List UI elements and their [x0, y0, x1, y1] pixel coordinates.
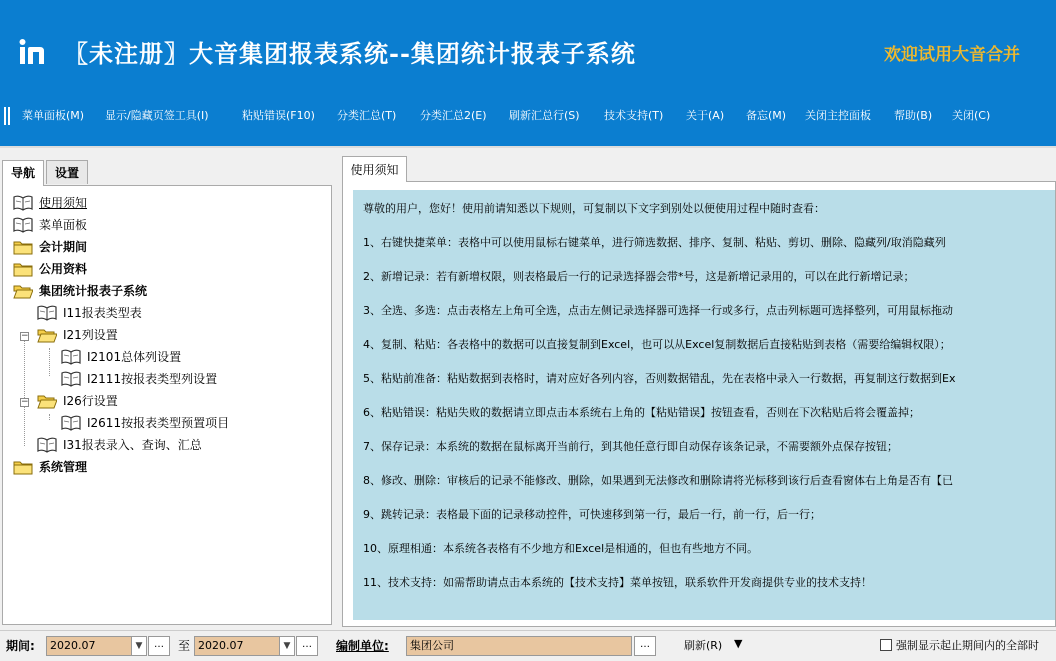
- folder-open-icon: [37, 393, 57, 409]
- notice-line: 6、粘贴错误：粘贴失败的数据请立即点击本系统右上角的【粘贴错误】按钮查看，否则在下次粘贴后将会覆盖掉；: [363, 406, 920, 419]
- tree-line: [49, 348, 50, 376]
- folder-icon: [13, 261, 33, 277]
- period-from-picker-button[interactable]: …: [148, 636, 170, 656]
- folder-open-icon: [37, 327, 57, 343]
- collapse-icon[interactable]: −: [21, 331, 29, 341]
- notice-line: 9、跳转记录：表格最下面的记录移动控件，可快速移到第一行，最后一行，前一行，后一行；: [363, 508, 821, 521]
- period-label: 期间:: [6, 639, 35, 653]
- force-show-checkbox[interactable]: [880, 639, 892, 651]
- tree-item-label: 公用资料: [39, 262, 88, 276]
- chevron-down-icon[interactable]: ▼: [279, 636, 295, 656]
- tab-usage-notice[interactable]: 使用须知: [342, 156, 407, 182]
- tree-item-label: 集团统计报表子系统: [39, 284, 148, 298]
- menu-item-menu-panel[interactable]: 菜单面板(M): [22, 109, 85, 122]
- app-title: 〖未注册〗大音集团报表系统--集团统计报表子系统: [64, 39, 636, 68]
- book-icon: [37, 437, 57, 453]
- navigation-tree: [2, 185, 332, 625]
- dropdown-arrow-icon[interactable]: ▼: [734, 637, 743, 650]
- notice-panel: [342, 181, 1056, 627]
- menu-item-about[interactable]: 关于(A): [686, 109, 725, 122]
- notice-line: 5、粘贴前准备：粘贴数据到表格时，请对应好各列内容，否则数据错乱，先在表格中录入一行数据，再复制这行数据到Ex: [363, 372, 956, 385]
- tree-item-label: 菜单面板: [39, 218, 88, 232]
- folder-icon: [13, 459, 33, 475]
- tree-line: [24, 338, 25, 446]
- book-icon: [61, 349, 81, 365]
- welcome-text: 欢迎试用大音合并: [884, 45, 1020, 65]
- tree-item-label: 会计期间: [39, 240, 88, 254]
- period-to-select[interactable]: 2020.07: [194, 636, 280, 656]
- refresh-button[interactable]: 刷新(R): [684, 639, 723, 652]
- menu-grip-icon[interactable]: [4, 107, 10, 125]
- menu-item-close-panel[interactable]: 关闭主控面板: [805, 109, 871, 122]
- folder-open-icon: [13, 283, 33, 299]
- tree-item-label: I2101总体列设置: [87, 350, 182, 364]
- notice-line: 7、保存记录：本系统的数据在鼠标离开当前行，到其他任意行即自动保存该条记录，不需要额外点保存按钮；: [363, 440, 898, 453]
- unit-select[interactable]: 集团公司: [406, 636, 632, 656]
- tab-settings[interactable]: 设置: [46, 160, 88, 184]
- force-show-label: 强制显示起止期间内的全部时: [896, 639, 1039, 652]
- menu-item-tech-support[interactable]: 技术支持(T): [604, 109, 664, 122]
- tree-item-label: 使用须知: [39, 196, 88, 210]
- menu-item-memo[interactable]: 备忘(M): [746, 109, 787, 122]
- folder-icon: [13, 239, 33, 255]
- period-to-picker-button[interactable]: …: [296, 636, 318, 656]
- menu-item-close[interactable]: 关闭(C): [952, 109, 991, 122]
- tree-item-label: I11报表类型表: [63, 306, 142, 320]
- period-from-select[interactable]: 2020.07: [46, 636, 132, 656]
- book-icon: [61, 415, 81, 431]
- tab-navigation[interactable]: 导航: [2, 160, 44, 186]
- tree-item-label: I31报表录入、查询、汇总: [63, 438, 202, 452]
- menu-item-toggle-tabs[interactable]: 显示/隐藏页签工具(I): [105, 109, 209, 122]
- notice-line: 4、复制、粘贴：各表格中的数据可以直接复制到Excel，也可以从Excel复制数据后直接粘贴到表格（需要给编辑权限）；: [363, 338, 951, 351]
- chevron-down-icon[interactable]: ▼: [131, 636, 147, 656]
- book-icon: [61, 371, 81, 387]
- menu-item-paste-errors[interactable]: 粘贴错误(F10): [242, 109, 315, 122]
- tree-item-label: I21列设置: [63, 328, 118, 342]
- tree-line: [49, 414, 50, 420]
- notice-line: 1、右键快捷菜单：表格中可以使用鼠标右键菜单，进行筛选数据、排序、复制、粘贴、剪切、删除、隐藏列/取消隐藏列: [363, 236, 946, 249]
- notice-line: 11、技术支持：如需帮助请点击本系统的【技术支持】菜单按钮，联系软件开发商提供专业的技术支持！: [363, 576, 872, 589]
- menu-item-help[interactable]: 帮助(B): [894, 109, 933, 122]
- collapse-icon[interactable]: −: [21, 397, 29, 407]
- app-logo-icon: [18, 38, 48, 68]
- to-label: 至: [178, 639, 191, 653]
- notice-text-area[interactable]: [353, 190, 1056, 620]
- book-icon: [13, 195, 33, 211]
- notice-line: 尊敬的用户，您好！使用前请知悉以下规则，可复制以下文字到别处以便使用过程中随时查看：: [363, 202, 825, 215]
- tree-item-label: 系统管理: [39, 460, 88, 474]
- notice-line: 8、修改、删除：审核后的记录不能修改、删除，如果遇到无法修改和删除请将光标移到该行后查看窗体右上角是否有【已: [363, 474, 953, 487]
- tree-item-label: I2111按报表类型列设置: [87, 372, 218, 386]
- notice-line: 10、原理相通：本系统各表格有不少地方和Excel是相通的，但也有些地方不同。: [363, 542, 759, 555]
- tree-item-label: I2611按报表类型预置项目: [87, 416, 230, 430]
- tree-item-label: I26行设置: [63, 394, 118, 408]
- unit-label: 编制单位:: [336, 639, 389, 653]
- notice-line: 3、全选、多选：点击表格左上角可全选，点击左侧记录选择器可选择一行或多行，点击列标题可选择整列，可用鼠标拖动: [363, 304, 953, 317]
- notice-line: 2、新增记录：若有新增权限，则表格最后一行的记录选择器会带*号，这是新增记录用的，可以在此行新增记录；: [363, 270, 915, 283]
- menu-item-refresh-summary[interactable]: 刷新汇总行(S): [509, 109, 580, 122]
- book-icon: [13, 217, 33, 233]
- menu-item-category-summary[interactable]: 分类汇总(T): [337, 109, 397, 122]
- unit-picker-button[interactable]: …: [634, 636, 656, 656]
- menu-item-category-summary-2[interactable]: 分类汇总2(E): [420, 109, 487, 122]
- book-icon: [37, 305, 57, 321]
- toolbar-strip: [0, 130, 1056, 148]
